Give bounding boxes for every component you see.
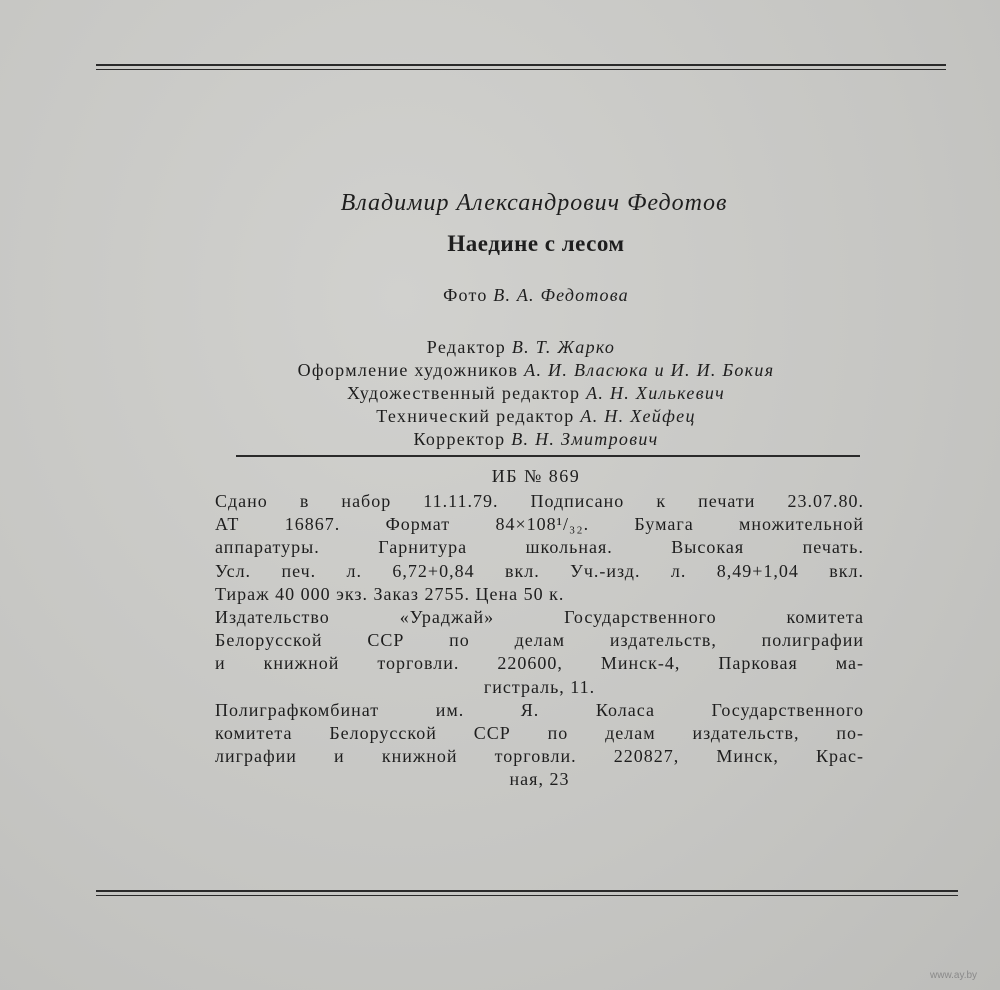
- credits-list: [0, 336, 1000, 451]
- book-title: Наедине с лесом: [447, 231, 625, 256]
- imprint-line: лиграфии и книжной торговли. 220827, Минск, Крас-: [215, 746, 864, 767]
- top-double-rule: [96, 64, 946, 70]
- imprint-line: Белорусской ССР по делам издательств, полиграфии: [215, 630, 864, 651]
- imprint-line: Издательство «Ураджай» Государственного комитета: [215, 606, 864, 627]
- photo-name: В. А. Федотова: [493, 285, 629, 305]
- imprint-line: Тираж 40 000 экз. Заказ 2755. Цена 50 к.: [215, 583, 565, 604]
- imprint-line: Усл. печ. л. 6,72+0,84 вкл. Уч.-изд. л. 8,49+1,04 вкл.: [215, 560, 864, 581]
- ib-number: ИБ № 869: [491, 466, 581, 486]
- imprint-line: Сдано в набор 11.11.79. Подписано к печати 23.07.80.: [215, 491, 864, 511]
- imprint-line: АТ 16867. Формат 84×108¹/₃₂. Бумага множительной: [215, 514, 864, 535]
- imprint-line: аппаратуры. Гарнитура школьная. Высокая печать.: [215, 537, 864, 558]
- credit-line: Корректор В. Н. Змитрович: [413, 429, 659, 449]
- photo-prefix: Фото: [443, 285, 488, 305]
- watermark: www.ay.by: [930, 970, 978, 981]
- author-name: Владимир Александрович Федотов: [340, 190, 728, 216]
- bottom-double-rule: [96, 890, 958, 896]
- imprint-line: Полиграфкомбинат им. Я. Коласа Государственного: [215, 699, 864, 720]
- imprint-line: комитета Белорусской ССР по делам издательств, по-: [215, 722, 864, 743]
- credit-line: Технический редактор А. Н. Хейфец: [376, 406, 696, 426]
- imprint-line: и книжной торговли. 220600, Минск-4, Парковая ма-: [215, 653, 864, 674]
- credit-line: Оформление художников А. И. Власюка и И. И. Бокия: [297, 360, 775, 380]
- photo-credit: [36, 285, 1000, 306]
- imprint-line: гистраль, 11.: [483, 676, 596, 697]
- imprint-block: [215, 490, 864, 791]
- middle-rule: [236, 455, 860, 457]
- credit-line: Редактор В. Т. Жарко: [426, 337, 616, 357]
- imprint-line: ная, 23: [509, 769, 570, 790]
- credit-line: Художественный редактор А. Н. Хилькевич: [347, 383, 725, 403]
